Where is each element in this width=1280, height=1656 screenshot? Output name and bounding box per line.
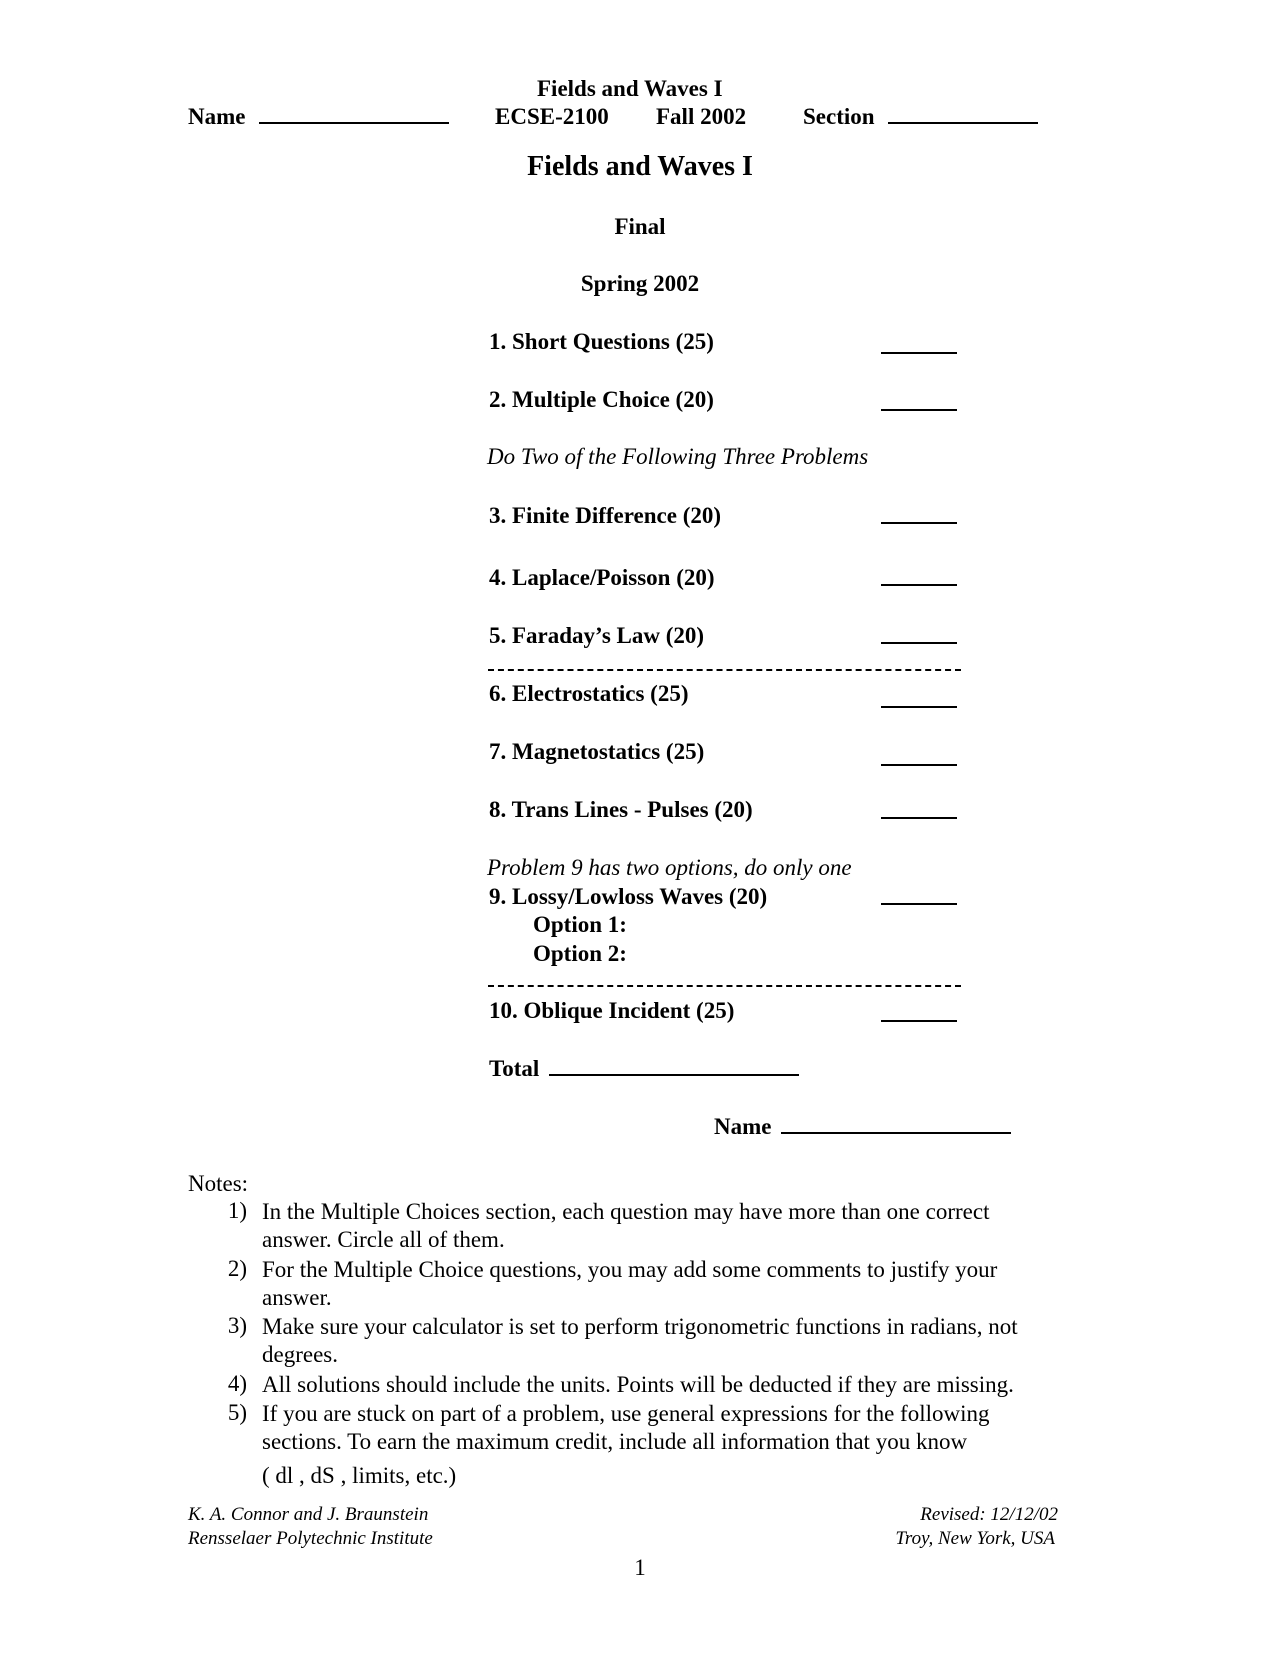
note-text: If you are stuck on part of a problem, use general expressions for the following — [262, 1401, 990, 1426]
bottom-name-label: Name — [714, 1114, 772, 1139]
total-label: Total — [489, 1056, 540, 1081]
note-text: answer. Circle all of them. — [262, 1227, 505, 1252]
course-code: ECSE-2100 — [495, 104, 609, 129]
dashed-divider — [488, 985, 961, 987]
problem-4: 4. Laplace/Poisson (20) — [489, 565, 715, 590]
problem-1: 1. Short Questions (25) — [489, 329, 714, 354]
problem-3-score-blank[interactable] — [881, 522, 957, 524]
problem-5: 5. Faraday’s Law (20) — [489, 623, 705, 648]
dashed-divider — [488, 669, 961, 671]
total-field — [489, 1056, 799, 1082]
problem-3: 3. Finite Difference (20) — [489, 503, 722, 528]
problem9-instruction: Problem 9 has two options, do only one — [487, 855, 852, 880]
section-field — [803, 104, 1038, 130]
problem-6-score-blank[interactable] — [881, 706, 957, 708]
problem-9-option-2: Option 2: — [533, 941, 627, 966]
header-course-title: Fields and Waves I — [537, 76, 723, 101]
problem-4-score-blank[interactable] — [881, 584, 957, 586]
name-blank[interactable] — [259, 122, 449, 124]
problem-5-score-blank[interactable] — [881, 642, 957, 644]
notes-heading: Notes: — [188, 1171, 249, 1196]
bottom-name-blank[interactable] — [781, 1132, 1011, 1134]
exam-name: Final — [614, 214, 666, 239]
note-text: sections. To earn the maximum credit, include all information that you know — [262, 1429, 968, 1454]
header-name-label — [188, 104, 449, 130]
problem-9: 9. Lossy/Lowloss Waves (20) — [489, 884, 768, 909]
note-text: In the Multiple Choices section, each question may have more than one correct — [262, 1199, 990, 1224]
note-text: Make sure your calculator is set to perform trigonometric functions in radians, not — [262, 1314, 1018, 1339]
problem-6: 6. Electrostatics (25) — [489, 681, 689, 706]
note-text: ( dl , dS , limits, etc.) — [262, 1463, 457, 1488]
footer-revised: Revised: 12/12/02 — [920, 1504, 1058, 1525]
problem-8-score-blank[interactable] — [881, 817, 957, 819]
problem-8: 8. Trans Lines - Pulses (20) — [489, 797, 753, 822]
note-number: 2) — [227, 1256, 247, 1281]
semester: Spring 2002 — [580, 271, 700, 296]
problem-9-score-blank[interactable] — [881, 903, 957, 905]
note-text: For the Multiple Choice questions, you may add some comments to justify your — [262, 1257, 998, 1282]
note-number: 1) — [227, 1198, 247, 1223]
section-blank[interactable] — [888, 122, 1038, 124]
bottom-name-field — [714, 1114, 1011, 1140]
note-text: answer. — [262, 1285, 332, 1310]
page-title: Fields and Waves I — [527, 151, 753, 182]
problem-7-score-blank[interactable] — [881, 764, 957, 766]
problem-2: 2. Multiple Choice (20) — [489, 387, 714, 412]
page-number: 1 — [634, 1555, 646, 1580]
note-number: 3) — [227, 1313, 247, 1338]
note-text: All solutions should include the units. Points will be deducted if they are missing. — [262, 1372, 1014, 1397]
note-number: 4) — [227, 1371, 247, 1396]
name-label: Name — [188, 104, 246, 129]
term: Fall 2002 — [656, 104, 747, 129]
problem-1-score-blank[interactable] — [881, 352, 957, 354]
footer-location: Troy, New York, USA — [895, 1528, 1055, 1549]
problem-10-score-blank[interactable] — [881, 1020, 957, 1022]
problem-10: 10. Oblique Incident (25) — [489, 998, 735, 1023]
footer-institution: Rensselaer Polytechnic Institute — [188, 1528, 433, 1549]
footer-authors: K. A. Connor and J. Braunstein — [188, 1504, 429, 1525]
problem-2-score-blank[interactable] — [881, 409, 957, 411]
problem-7: 7. Magnetostatics (25) — [489, 739, 705, 764]
section-label: Section — [803, 104, 875, 129]
note-text: degrees. — [262, 1342, 338, 1367]
problem-9-option-1: Option 1: — [533, 912, 627, 937]
choose-two-instruction: Do Two of the Following Three Problems — [487, 444, 869, 469]
note-number: 5) — [227, 1400, 247, 1425]
total-blank[interactable] — [549, 1074, 799, 1076]
